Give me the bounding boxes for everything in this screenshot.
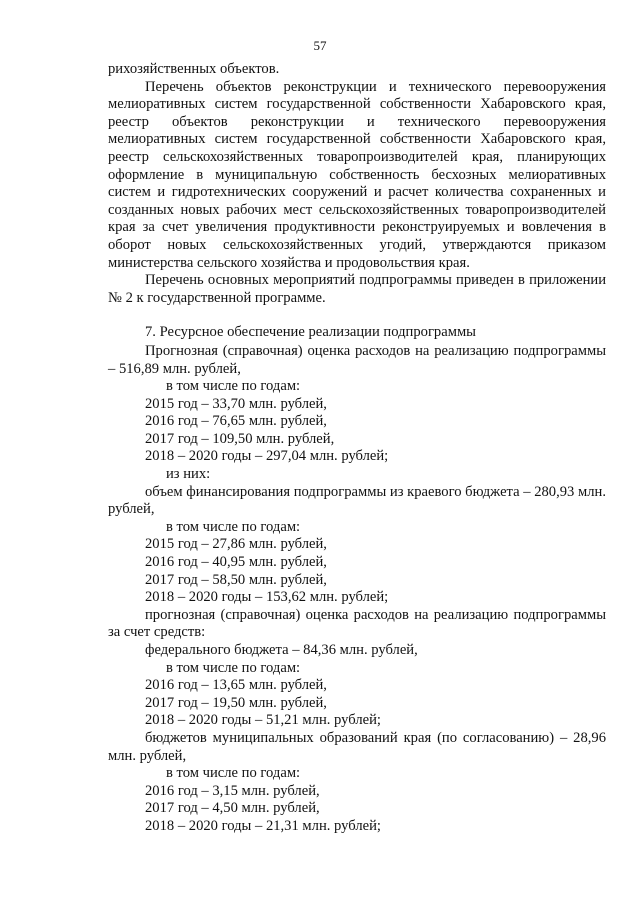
year-line: 2018 – 2020 годы – 153,62 млн. рублей;: [145, 589, 389, 606]
paragraph-forecast-total: Прогнозная (справочная) оценка расходов на реализацию подпрограммы – 516,89 млн. рублей,: [108, 342, 606, 377]
section-heading: 7. Ресурсное обеспечение реализации подпрограммы: [145, 324, 476, 341]
paragraph-registry: Перечень объектов реконструкции и технического перевооружения мелиоративных систем государственной собственности Хабаровского края, реестр объектов реконструкции и технического перевооружения мелиоративных систем государственной собственности Хабаровского края, реестр сельскохозяйственных товаропроизводителей края, планирующих оформление в муниципальную собственность бесхозных мелиоративных систем и гидротехнических сооружений и расчет количества сохраненных и созданных новых рабочих мест сельскохозяйственных товаропроизводителей края за счет увеличения продуктивности реконструируемых и вовлечения в оборот новых сельскохозяйственных угодий, утверждаются приказом министерства сельского хозяйства и продовольствия края.: [108, 78, 606, 271]
year-line: 2017 год – 58,50 млн. рублей,: [145, 571, 327, 588]
year-line: 2018 – 2020 годы – 297,04 млн. рублей;: [145, 448, 389, 465]
by-years-label: в том числе по годам:: [166, 518, 301, 535]
paragraph-municipal-budgets: бюджетов муниципальных образований края (по согласованию) – 28,96 млн. рублей,: [108, 729, 606, 764]
year-line: 2017 год – 109,50 млн. рублей,: [145, 430, 335, 447]
federal-budget-line: федерального бюджета – 84,36 млн. рублей,: [145, 642, 418, 658]
year-line: 2015 год – 27,86 млн. рублей,: [145, 536, 327, 553]
year-line: 2016 год – 13,65 млн. рублей,: [145, 677, 327, 694]
page-number: 57: [313, 38, 327, 53]
year-line: 2016 год – 40,95 млн. рублей,: [145, 554, 327, 571]
year-line: 2015 год – 33,70 млн. рублей,: [145, 395, 327, 412]
by-years-label: в том числе по годам:: [166, 378, 301, 395]
by-years-label: в том числе по годам:: [166, 765, 301, 782]
paragraph-regional-budget: объем финансирования подпрограммы из краевого бюджета – 280,93 млн. рублей,: [108, 483, 606, 518]
year-line: 2016 год – 3,15 млн. рублей,: [145, 782, 320, 799]
year-line: 2018 – 2020 годы – 21,31 млн. рублей;: [145, 817, 381, 834]
year-line: 2016 год – 76,65 млн. рублей,: [145, 413, 327, 430]
paragraph-continuation: рихозяйственных объектов.: [108, 61, 280, 77]
of-them-label: из них:: [166, 466, 211, 483]
paragraph-forecast-sources: прогнозная (справочная) оценка расходов на реализацию подпрограммы за счет средств:: [108, 606, 606, 641]
document-body: [108, 61, 606, 836]
year-line: 2018 – 2020 годы – 51,21 млн. рублей;: [145, 712, 381, 729]
year-line: 2017 год – 19,50 млн. рублей,: [145, 694, 327, 711]
year-line: 2017 год – 4,50 млн. рублей,: [145, 800, 320, 817]
paragraph-activities-list: Перечень основных мероприятий подпрограммы приведен в приложении № 2 к государственной программе.: [108, 272, 606, 306]
by-years-label: в том числе по годам:: [166, 659, 301, 676]
